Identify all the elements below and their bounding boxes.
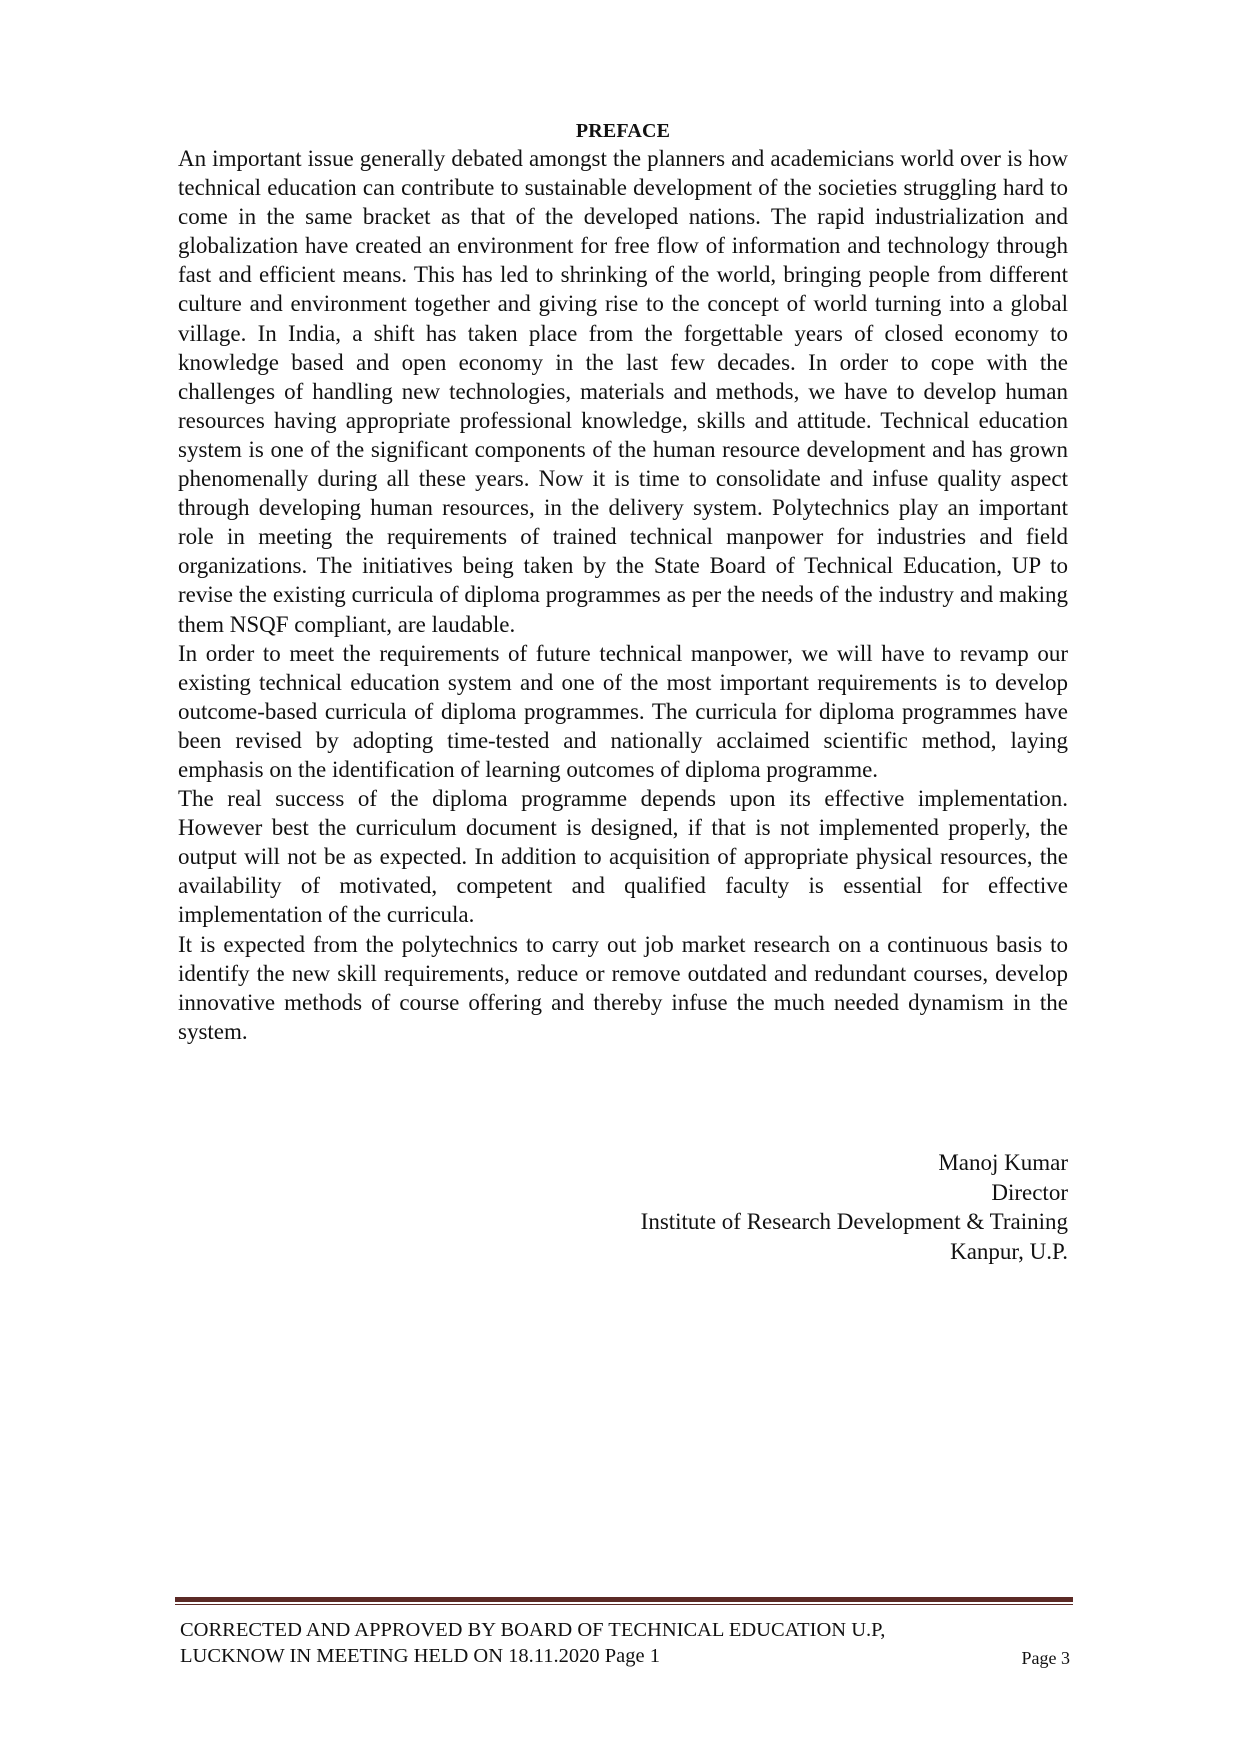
page-footer [180,1617,1070,1669]
footer-divider-thin [175,1604,1073,1605]
signatory-name: Manoj Kumar [938,1150,1068,1175]
paragraph-2: In order to meet the requirements of future technical manpower, we will have to revamp our existing technical education system and one of the most important requirements is to develop outcome-based curricula of diploma programmes. The curricula for diploma programmes have been revised by adopting time-tested and nationally acclaimed scientific method, laying emphasis on the identification of learning outcomes of diploma programme. [178,640,1068,782]
signatory-designation: Director [991,1179,1068,1205]
paragraph-3: The real success of the diploma programme depends upon its effective implementation. However best the curriculum document is designed, if that is not implemented properly, the output will not be as expected. In addition to acquisition of appropriate physical resources, the availability of motivated, competent and qualified faculty is essential for effective implementation of the curricula. [178,786,1068,928]
footer-line-1: CORRECTED AND APPROVED BY BOARD OF TECHNICAL EDUCATION U.P, [180,1619,886,1641]
page-number: Page 3 [1021,1648,1070,1668]
footer-line-2: LUCKNOW IN MEETING HELD ON 18.11.2020 Page 1 [180,1645,660,1667]
page-title: PREFACE [575,120,671,142]
signatory-institute: Institute of Research Development & Training [640,1209,1068,1234]
paragraph-4: It is expected from the polytechnics to carry out job market research on a continuous basis to identify the new skill requirements, reduce or remove outdated and redundant courses, develop innovative methods of course offering and thereby infuse the much needed dynamism in the system. [178,931,1068,1044]
signature-block [641,1148,1068,1266]
footer-divider-thick [175,1597,1073,1602]
footer-line-2-wrap [180,1643,1070,1669]
paragraph-1: An important issue generally debated amongst the planners and academicians world over is how technical education can contribute to sustainable development of the societies struggling hard to come in the same bracket as that of the developed nations. The rapid industrialization and globalization have created an environment for free flow of information and technology through fast and efficient means. This has led to shrinking of the world, bringing people from different culture and environment together and giving rise to the concept of world turning into a global village. In India, a shift has taken place from the forgettable years of closed economy to knowledge based and open economy in the last few decades. In order to cope with the challenges of handling new technologies, materials and methods, we have to develop human resources having appropriate professional knowledge, skills and attitude. Technical education system is one of the significant components of the human resource development and has grown phenomenally during all these years. Now it is time to consolidate and infuse quality aspect through developing human resources, in the delivery system. Polytechnics play an important role in meeting the requirements of trained technical manpower for industries and field organizations. The initiatives being taken by the State Board of Technical Education, UP to revise the existing curricula of diploma programmes as per the needs of the industry and making them NSQF compliant, are laudable. [178,146,1068,637]
preface-content [178,118,1068,1046]
signatory-location: Kanpur, U.P. [950,1238,1068,1264]
